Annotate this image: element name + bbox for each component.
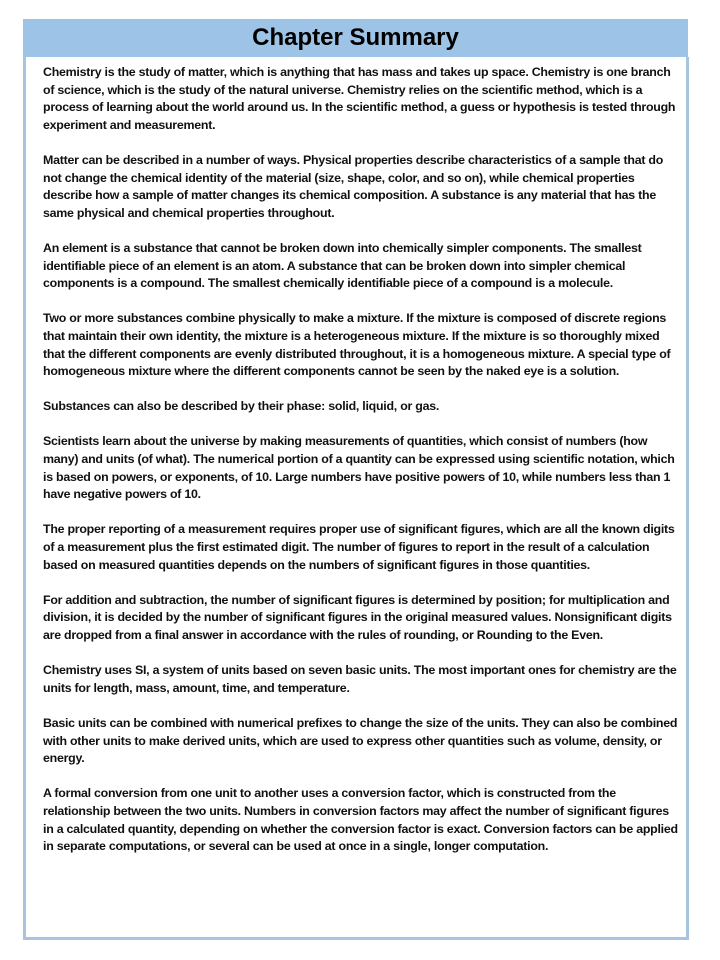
chapter-summary-header (23, 19, 688, 57)
paragraph-mixtures: Two or more substances combine physically to make a mixture. If the mixture is composed of discrete regions that maintain their own identity, the mixture is a heterogeneous mixture. If the mixture is so thoroughly mixed that the different components are evenly distributed throughout, it is a homogeneous mixture. A special type of homogeneous mixture where the different components cannot be seen by the naked eye is a solution. (43, 311, 671, 379)
paragraph-elements-compounds: An element is a substance that cannot be broken down into chemically simpler components. The smallest identifiable piece of an element is an atom. A substance that can be broken down into simpler chemical components is a compound. The smallest chemically identifiable piece of a compound is a molecule. (43, 240, 642, 291)
paragraph-chemistry-definition: Chemistry is the study of matter, which is anything that has mass and takes up space. Chemistry is one branch of science, which is the study of the natural universe. Chemistry relies on the scientific method, which is a process of learning about the world around us. In the scientific method, a guess or hypothesis is tested through experiment and measurement. (43, 65, 676, 132)
paragraph-conversion-factors: A formal conversion from one unit to another uses a conversion factor, which is constructed from the relationship between the two units. Numbers in conversion factors may affect the number of significant figures in a calculated quantity, depending on whether the conversion factor is exact. Conversion factors can be applied in separate computations, or several can be used at once in a single, longer computation. (43, 786, 678, 854)
paragraph-derived-units: Basic units can be combined with numerical prefixes to change the size of the units. They can also be combined with other units to make derived units, which are used to express other quantities such as volume, density, or energy. (43, 715, 678, 766)
summary-content (43, 64, 678, 873)
paragraph-matter-properties: Matter can be described in a number of ways. Physical properties describe characteristics of a sample that do not change the chemical identity of the material (size, shape, color, and so on), while chemical properties describe how a sample of matter changes its chemical composition. A substance is any material that has the same physical and chemical properties throughout. (43, 152, 664, 220)
paragraph-measurements: Scientists learn about the universe by making measurements of quantities, which consist of numbers (how many) and units (of what). The numerical portion of a quantity can be expressed using scientific notation, which is based on powers, or exponents, of 10. Large numbers have positive powers of 10, while numbers less than 1 have negative powers of 10. (43, 434, 675, 502)
summary-body (23, 57, 689, 940)
paragraph-sigfig-rules: For addition and subtraction, the number of significant figures is determined by position; for multiplication and division, it is decided by the number of significant figures in the original measured values. Nonsignificant digits are dropped from a final answer in accordance with the rules of rounding, or Rounding to the Even. (43, 592, 672, 642)
paragraph-significant-figures: The proper reporting of a measurement requires proper use of significant figures, which are all the known digits of a measurement plus the first estimated digit. The number of figures to report in the result of a calculation based on measured quantities depends on the numbers of significant figures in those quantities. (43, 522, 675, 572)
paragraph-phases: Substances can also be described by their phase: solid, liquid, or gas. (43, 399, 440, 414)
paragraph-si-units: Chemistry uses SI, a system of units based on seven basic units. The most important ones for chemistry are the units for length, mass, amount, time, and temperature. (43, 663, 677, 695)
page-title: Chapter Summary (252, 24, 459, 51)
